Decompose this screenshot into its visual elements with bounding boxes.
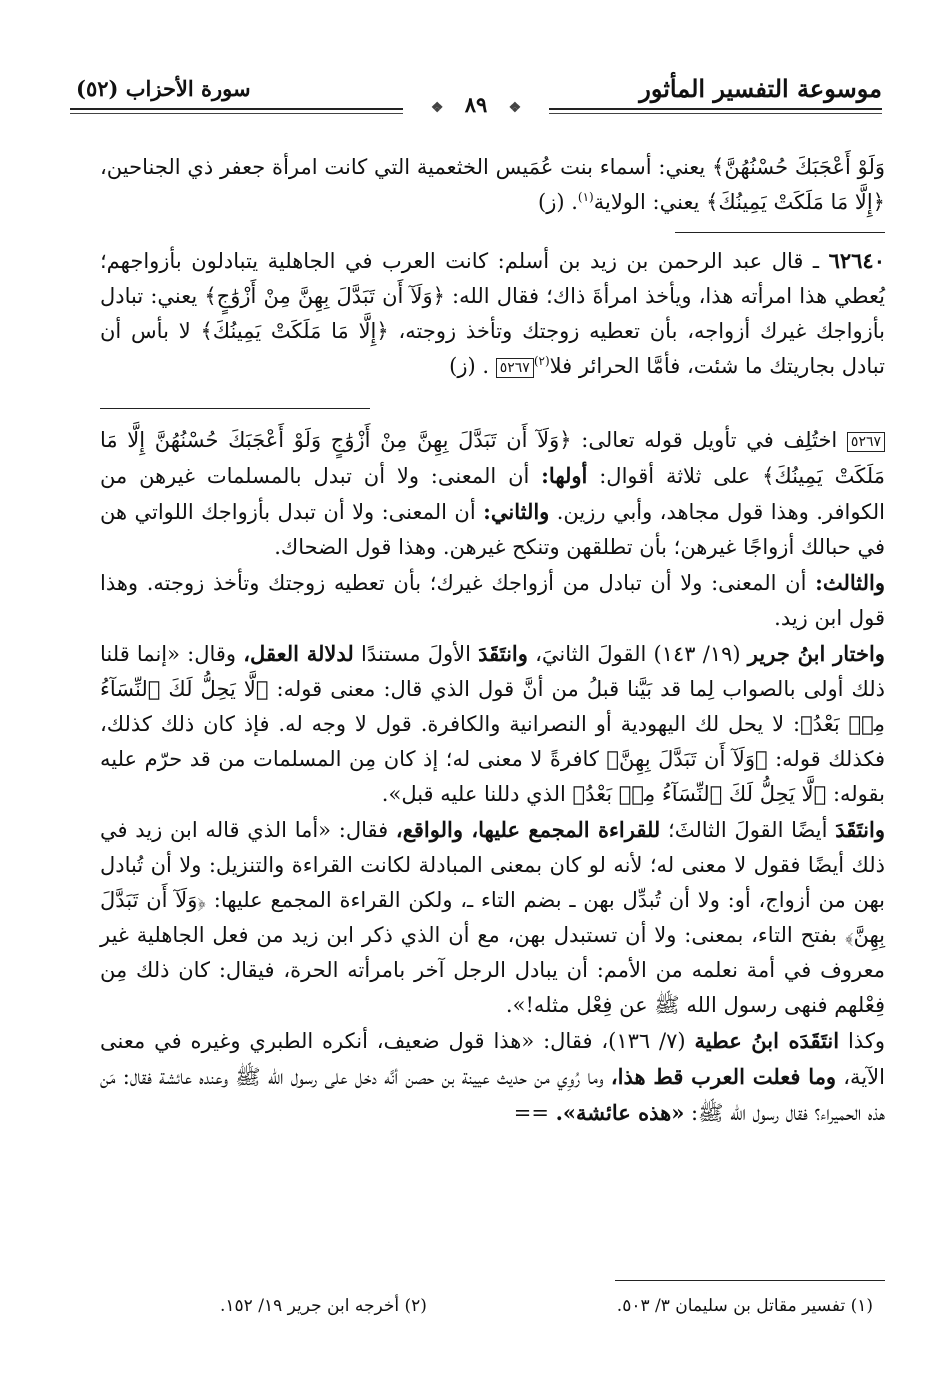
bold-term: واختار ابنُ جرير	[747, 641, 885, 666]
narration-paragraph	[100, 243, 885, 384]
commentary-p4	[100, 812, 885, 1023]
bold-term: انتَقَدَه ابنُ عطية	[694, 1028, 840, 1053]
commentary-text: وكذا	[847, 1029, 885, 1053]
bold-term: لدلالة العقل،	[243, 641, 354, 666]
surah-title: سورة الأحزاب (٥٢)	[76, 76, 251, 101]
footnotes	[100, 1280, 885, 1340]
commentary-box: ٥٢٦٧	[847, 432, 885, 452]
narration-number: ٦٢٦٤٠	[828, 248, 885, 273]
footnote-2: (٢) أخرجه ابن جرير ١٩/ ١٥٢.	[220, 1296, 427, 1316]
main-text	[100, 150, 885, 1131]
book-title: موسوعة التفسير المأثور	[639, 74, 882, 103]
page-header	[70, 70, 882, 118]
ornament-icon: ❖	[417, 100, 458, 116]
commentary-p5	[100, 1023, 885, 1131]
ornament-icon: ❖	[495, 100, 536, 116]
bold-term: وانتَقَدَ	[835, 817, 886, 842]
text-end: . (ز)	[538, 190, 578, 214]
footnote-rule	[615, 1280, 885, 1281]
text-end: . (ز)	[449, 354, 490, 378]
commentary-text: وما رُوِي من حديث عيينة بن حصن أنَّه دخل على رسول الله ﷺ وعنده عائشة فقال: مَن هذه الحميراء؟ فقال رسول الله ﷺ:	[100, 1065, 885, 1125]
commentary-text: أن المعنى: ولا أن تبدل بأزواجك اللواتي هن في حبالك أزواجًا غيرهن؛ بأن تطلقهن وتنكح غيرهن. وهذا قول الضحاك.	[100, 500, 885, 559]
page-number: ٨٩	[464, 92, 488, 117]
commentary-text: أن المعنى: ولا أن تبادل من أزواجك غيرك؛ بأن تعطيه زوجتك وتأخذ زوجته. وهذا قول ابن زيد.	[100, 571, 885, 630]
quran-text: وَلَوْ أَعْجَبَكَ حُسْنُهُنَّ﴾ يعني: أسماء بنت عُمَيس الخثعمية التي كانت امرأة جعفر ذي	[187, 155, 885, 179]
page-number-wrap	[70, 92, 882, 117]
bold-term: والثالث:	[815, 570, 885, 595]
bold-term: وانتَقَدَ	[478, 641, 528, 666]
separator	[675, 232, 885, 233]
continuation-mark: ==	[513, 1101, 549, 1125]
footnote-ref: (٢)	[533, 354, 550, 368]
commentary-p3	[100, 636, 885, 812]
bold-term: للقراءة المجمع عليها، والواقع،	[395, 817, 661, 842]
commentary-p2	[100, 565, 885, 636]
commentary-section	[100, 423, 885, 1131]
commentary-ref-box: ٥٢٦٧	[496, 358, 534, 378]
bold-term: «هذه عائشة».	[555, 1100, 685, 1125]
footnote-1: (١) تفسير مقاتل بن سليمان ٣/ ٥٠٣.	[616, 1296, 873, 1316]
footnote-ref: (١)	[577, 190, 594, 204]
narration-text: ـ قال عبد الرحمن بن زيد بن أسلم: كانت العرب في الجاهلية يتبادلون بأزواجهم؛ يُعطي هذا امرأته هذا، ويأخذ امرأةَ ذاك؛ فقال الله: ﴿وَلَآ أَن تَبَدَّلَ بِهِنَّ مِنْ أَزْوَٰجٍ﴾ يعني: تبادل بأزواجك غيرك أزواجه، بأن تعطيه زوجتك وتأخذ زوجته، ﴿إِلَّا مَا مَلَكَتْ يَمِينُكَ﴾ لا بأس أن تبادل بجاريتك ما شئت، فأمَّا الحرائر فلا	[100, 249, 885, 378]
commentary-text: الأولَ مستندًا	[361, 642, 471, 666]
commentary-text: وقال: «إنما قلنا ذلك أولى بالصواب لِما قد بَيَّنا قبلُ من أنَّ قول الذي قال: معنى قوله: ﴿لَّا يَحِلُّ لَكَ ٱلنِّسَآءُ مِنۢ بَعْدُ﴾: لا يحل لك اليهودية أو النصرانية والكافرة. قول لا وجه له. فإذ كان ذلك كذلك، فكذلك قوله: ﴿وَلَآ أَن تَبَدَّلَ بِهِنَّ﴾ كافرةً لا معنى له؛ إذ كان مِن المسلمات من قد حرّم عليه بقوله: ﴿لَّا يَحِلُّ لَكَ ٱلنِّسَآءُ مِنۢ بَعْدُ﴾ الذي دللنا عليه قبل».	[100, 642, 885, 806]
commentary-text: (١٩/ ١٤٣) القولَ الثانيَ،	[535, 642, 741, 666]
commentary-text: اختُلِف في تأويل قوله تعالى: ﴿وَلَآ أَن تَبَدَّلَ بِهِنَّ مِنْ أَزْوَٰجٍ وَلَوْ أَعْجَبَكَ حُسْنُهُنَّ إِلَّا مَا مَلَكَتْ يَمِينُكَ﴾ على ثلاثة أقوال:	[100, 428, 885, 488]
commentary-text: (٧/ ١٣٦)، فقال: «هذا قول ضعيف، أنكره الطبري وغيره في معنى الآية،	[100, 1029, 885, 1089]
commentary-text: فقال: «أما الذي قاله ابن زيد في ذلك أيضًا فقول لا معنى له؛ لأنه لو كان بمعنى المبادلة لكانت القراءة والتنزيل: ولا أن تُبادل بهن من أزواج، أو: ولا أن تُبدِّل بهن ـ بضم التاء ـ، ولكن القراءة المجمع عليها: ﴿وَلَآ أَن تَبَدَّلَ بِهِنَّ﴾ بفتح التاء، بمعنى: ولا أن تستبدل بهن، مع أن الذي ذكر ابن زيد من فعل الجاهلية غير معروف في أمة نعلمه من الأمم: أن يبادل الرجل آخر بامرأته الحرة، فيقال: كان ذلك مِن فِعْلهم فنهى رسول الله ﷺ عن فِعْل مثله!».	[100, 818, 885, 1017]
bold-term: والثاني:	[483, 499, 550, 524]
bold-term: وما فعلت العرب قط هذا،	[610, 1064, 837, 1089]
commentary-rule	[100, 408, 370, 409]
commentary-text: أيضًا القولَ الثالثَ؛	[668, 818, 828, 842]
paragraph-continuation	[100, 150, 885, 220]
commentary-text: أن المعنى: ولا أن تبدل بالمسلمات غيرهن من الكوافر. وهذا قول مجاهد، وأبي رزين.	[100, 464, 886, 524]
bold-term: أولها:	[541, 463, 588, 488]
commentary-p1	[100, 423, 885, 565]
text-line: الجناحين، ﴿إِلَّا مَا مَلَكَتْ يَمِينُكَ﴾ يعني: الولاية	[100, 155, 885, 214]
